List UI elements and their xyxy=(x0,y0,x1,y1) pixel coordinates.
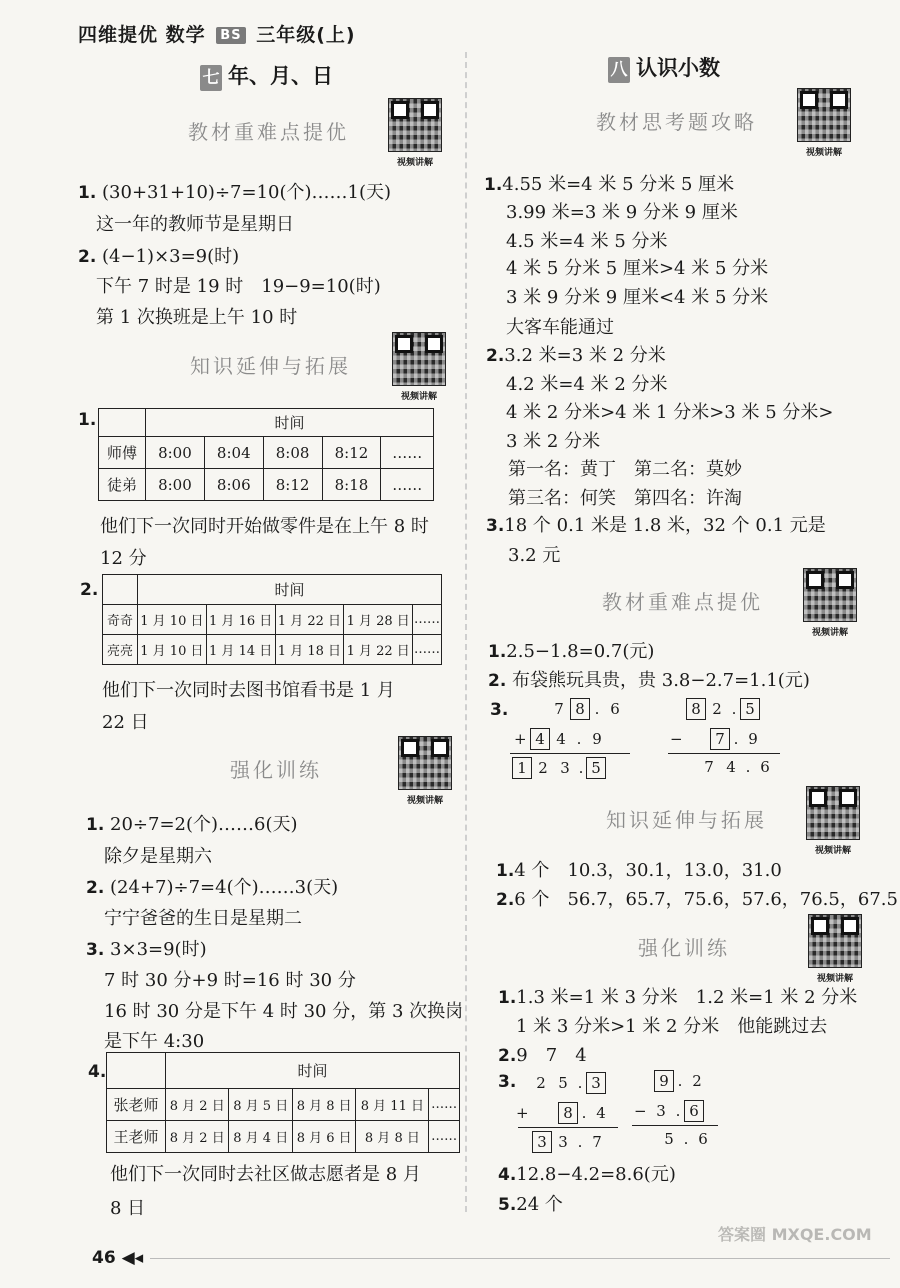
answer-line: 2. (24+7)÷7=4(个)……3(天) xyxy=(86,877,339,898)
question-number: 3. xyxy=(498,1072,517,1092)
qr-image xyxy=(808,914,862,968)
qr-caption: 视频讲解 xyxy=(396,158,433,168)
table-cell: 8:12 xyxy=(322,437,381,469)
section-heading: 强化训练 xyxy=(638,936,730,960)
answer-line: 下午 7 时是 19 时 19−9=10(时) xyxy=(96,276,381,297)
filled-box: 5 xyxy=(740,698,760,720)
table-cell: …… xyxy=(429,1089,460,1121)
table-cell: 8:00 xyxy=(146,437,205,469)
watermark: 答案圈 MXQE.COM xyxy=(718,1225,872,1244)
table-cell: 8 月 2 日 xyxy=(166,1089,229,1121)
qr-caption: 视频讲解 xyxy=(400,392,437,402)
answer-line: 7 时 30 分+9 时=16 时 30 分 xyxy=(104,970,356,991)
qr-caption: 视频讲解 xyxy=(814,846,851,856)
table-cell: 1 月 22 日 xyxy=(344,635,413,665)
answer-line: 4.5 米=4 米 5 分米 xyxy=(506,231,668,252)
qr-image xyxy=(398,736,452,790)
vertical-subtraction: 9 . 2 − 3 . 6 5 . 6 xyxy=(632,1070,732,1154)
vertical-addition: 7 8 . 6 + 4 4 . 9 1 2 3 . 5 xyxy=(508,698,638,782)
answer-line: 1. (30+31+10)÷7=10(个)……1(天) xyxy=(78,182,392,203)
qr-code[interactable] xyxy=(398,736,452,806)
answer-line: 12 分 xyxy=(100,548,147,569)
table-cell: 8 月 2 日 xyxy=(166,1121,229,1153)
table-cell: 8:12 xyxy=(263,469,322,501)
chapter-8-heading xyxy=(608,52,720,83)
table-cell: 张老师 xyxy=(107,1089,166,1121)
qr-caption: 视频讲解 xyxy=(816,974,853,984)
grade: 三年级(上) xyxy=(256,24,356,46)
answer-line: 3 米 9 分米 9 厘米<4 米 5 分米 xyxy=(506,287,769,308)
chapter-number: 八 xyxy=(608,57,630,83)
table-cell: 8 月 6 日 xyxy=(292,1121,355,1153)
answer-line: 3.2 元 xyxy=(508,545,561,566)
qr-image xyxy=(392,332,446,386)
answer-line: 1.2.5−1.8=0.7(元) xyxy=(488,641,655,662)
chapter-title: 认识小数 xyxy=(636,56,720,80)
table-cell: …… xyxy=(429,1121,460,1153)
table-cell: 王老师 xyxy=(107,1121,166,1153)
filled-box: 3 xyxy=(586,1072,606,1094)
section-heading: 知识延伸与拓展 xyxy=(190,354,351,378)
question-number: 1. xyxy=(78,410,97,430)
filled-box: 6 xyxy=(684,1100,704,1122)
qr-code[interactable] xyxy=(803,568,857,638)
table-cell: 8 月 4 日 xyxy=(229,1121,292,1153)
schedule-table xyxy=(102,574,442,665)
chapter-number: 七 xyxy=(200,65,222,91)
qr-code[interactable] xyxy=(388,98,442,168)
qr-code[interactable] xyxy=(808,914,862,984)
qr-image xyxy=(388,98,442,152)
subject: 数学 xyxy=(165,24,206,46)
table-cell: 师傅 xyxy=(99,437,146,469)
answer-line: 宁宁爸爸的生日是星期二 xyxy=(104,908,302,929)
answer-line: 4.12.8−4.2=8.6(元) xyxy=(498,1164,676,1185)
answer-line: 5.24 个 xyxy=(498,1194,563,1215)
answer-line: 第 1 次换班是上午 10 时 xyxy=(96,307,298,328)
table-cell: 亮亮 xyxy=(103,635,138,665)
qr-code[interactable] xyxy=(806,786,860,856)
answer-line: 第三名：何笑 第四名：许淘 xyxy=(508,488,742,509)
filled-box: 4 xyxy=(530,728,550,750)
section-heading: 强化训练 xyxy=(230,758,322,782)
edition-badge: BS xyxy=(216,27,245,44)
answer-line: 3. 3×3=9(时) xyxy=(86,939,207,960)
answer-line: 这一年的教师节是星期日 xyxy=(96,214,294,235)
filled-box: 1 xyxy=(512,757,532,779)
table-cell: 8:18 xyxy=(322,469,381,501)
question-number: 3. xyxy=(490,700,509,720)
qr-image xyxy=(803,568,857,622)
qr-caption: 视频讲解 xyxy=(406,796,443,806)
table-cell: 8 月 5 日 xyxy=(229,1089,292,1121)
section-heading: 教材思考题攻略 xyxy=(596,110,757,134)
table-cell: …… xyxy=(381,469,434,501)
question-number: 4. xyxy=(88,1062,107,1082)
answer-line: 4 米 2 分米>4 米 1 分米>3 米 5 分米> xyxy=(506,402,834,423)
table-cell: 8:08 xyxy=(263,437,322,469)
answer-line: 他们下一次同时去图书馆看书是 1 月 xyxy=(102,680,395,701)
answer-line: 22 日 xyxy=(102,712,149,733)
table-cell: 8 月 11 日 xyxy=(356,1089,429,1121)
chapter-title: 年、月、日 xyxy=(228,64,333,88)
answer-line: 2.6 个 56.7，65.7，75.6，57.6，76.5，67.5 xyxy=(496,889,898,910)
answer-line: 3 米 2 分米 xyxy=(506,431,601,452)
answer-line: 2.3.2 米=3 米 2 分米 xyxy=(486,345,666,366)
filled-box: 7 xyxy=(710,728,730,750)
qr-code[interactable] xyxy=(392,332,446,402)
table-cell: 1 月 16 日 xyxy=(206,605,275,635)
chapter-7-heading xyxy=(200,60,333,91)
table-cell: 8 月 8 日 xyxy=(356,1121,429,1153)
filled-box: 8 xyxy=(686,698,706,720)
column-divider xyxy=(465,52,467,1212)
table-cell: 1 月 28 日 xyxy=(344,605,413,635)
answer-line: 4.2 米=4 米 2 分米 xyxy=(506,374,668,395)
table-cell: 1 月 14 日 xyxy=(206,635,275,665)
answer-line: 2. 布袋熊玩具贵，贵 3.8−2.7=1.1(元) xyxy=(488,670,810,691)
question-number: 2. xyxy=(80,580,99,600)
table-header: 时间 xyxy=(146,409,434,437)
filled-box: 8 xyxy=(558,1102,578,1124)
filled-box: 9 xyxy=(654,1070,674,1092)
answer-line: 3.18 个 0.1 米是 1.8 米，32 个 0.1 元是 xyxy=(486,515,826,536)
answer-line: 4 米 5 分米 5 厘米>4 米 5 分米 xyxy=(506,258,769,279)
filled-box: 8 xyxy=(570,698,590,720)
answer-line: 1.4.55 米=4 米 5 分米 5 厘米 xyxy=(484,174,735,195)
section-heading: 知识延伸与拓展 xyxy=(606,808,767,832)
answer-line: 2.9 7 4 xyxy=(498,1045,587,1066)
table-cell: 8 月 8 日 xyxy=(292,1089,355,1121)
answer-line: 1.4 个 10.3，30.1，13.0，31.0 xyxy=(496,860,782,881)
answer-line: 1.1.3 米=1 米 3 分米 1.2 米=1 米 2 分米 xyxy=(498,987,858,1008)
vertical-subtraction: 8 2 . 5 − 7 . 9 7 4 . 6 xyxy=(668,698,788,782)
page-number: 46 ◀◂ xyxy=(92,1248,144,1268)
answer-line: 他们下一次同时开始做零件是在上午 8 时 xyxy=(100,516,429,537)
qr-code[interactable] xyxy=(797,88,851,158)
answer-line: 1 米 3 分米>1 米 2 分米 他能跳过去 xyxy=(516,1016,828,1037)
answer-line: 1. 20÷7=2(个)……6(天) xyxy=(86,814,298,835)
qr-image xyxy=(806,786,860,840)
answer-line: 第一名：黄丁 第二名：莫妙 xyxy=(508,459,742,480)
schedule-table xyxy=(98,408,434,501)
qr-caption: 视频讲解 xyxy=(811,628,848,638)
table-cell: 8:04 xyxy=(204,437,263,469)
answer-line: 他们下一次同时去社区做志愿者是 8 月 xyxy=(110,1164,421,1185)
qr-caption: 视频讲解 xyxy=(805,148,842,158)
qr-image xyxy=(797,88,851,142)
answer-line: 8 日 xyxy=(110,1198,146,1219)
section-heading: 教材重难点提优 xyxy=(602,590,763,614)
table-cell: 徒弟 xyxy=(99,469,146,501)
schedule-table xyxy=(106,1052,460,1153)
table-cell: 1 月 18 日 xyxy=(275,635,344,665)
answer-line: 是下午 4:30 xyxy=(104,1031,205,1052)
series-title: 四维提优 xyxy=(78,24,159,46)
table-cell: 1 月 10 日 xyxy=(138,605,207,635)
answer-line: 2. (4−1)×3=9(时) xyxy=(78,246,240,267)
footer-rule xyxy=(150,1258,890,1259)
filled-box: 5 xyxy=(586,757,606,779)
table-cell: 1 月 22 日 xyxy=(275,605,344,635)
table-header: 时间 xyxy=(138,575,442,605)
table-cell: 8:00 xyxy=(146,469,205,501)
book-header xyxy=(78,20,356,47)
table-cell: …… xyxy=(381,437,434,469)
table-cell: 奇奇 xyxy=(103,605,138,635)
table-cell: 8:06 xyxy=(204,469,263,501)
answer-line: 16 时 30 分是下午 4 时 30 分，第 3 次换岗 xyxy=(104,1001,464,1022)
section-heading: 教材重难点提优 xyxy=(188,120,349,144)
answer-line: 大客车能通过 xyxy=(506,317,614,338)
answer-line: 除夕是星期六 xyxy=(104,846,212,867)
table-cell: …… xyxy=(413,605,442,635)
vertical-addition: 2 5 . 3 + 8 . 4 3 3 . 7 xyxy=(514,1072,624,1156)
table-cell: …… xyxy=(413,635,442,665)
filled-box: 3 xyxy=(532,1131,552,1153)
answer-line: 3.99 米=3 米 9 分米 9 厘米 xyxy=(506,202,738,223)
table-header: 时间 xyxy=(166,1053,460,1089)
table-cell: 1 月 10 日 xyxy=(138,635,207,665)
